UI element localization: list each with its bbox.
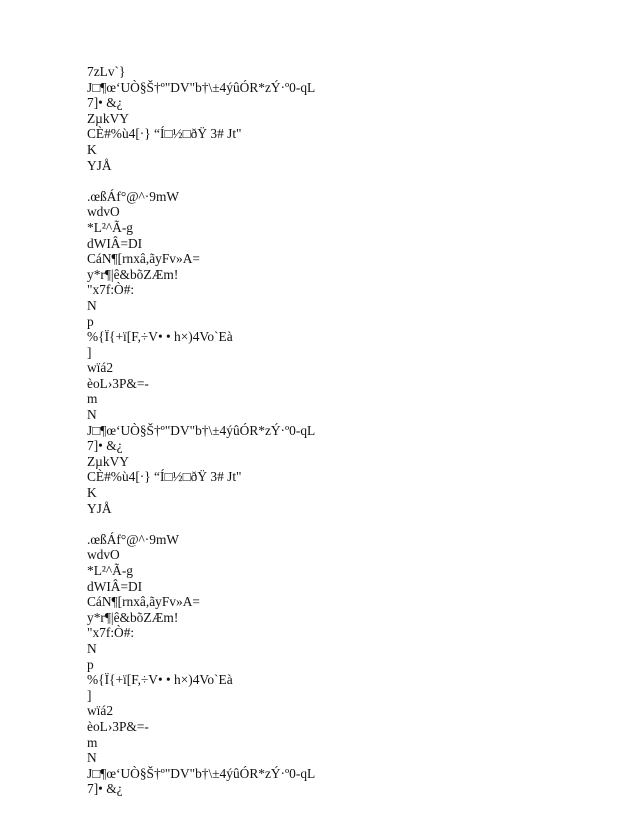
text-line: 7]• &¿	[87, 95, 123, 111]
text-line: dWIÂ=DI	[87, 235, 143, 251]
text-line: p	[87, 313, 94, 329]
text-line: wïá2	[87, 703, 114, 719]
text-line: ZµkVY	[87, 110, 129, 126]
text-line: YJÅ	[87, 157, 112, 173]
text-line: ZµkVY	[87, 453, 129, 469]
text-line: N	[87, 640, 97, 656]
text-line: "x7f:Ò#:	[87, 625, 135, 641]
text-line: 7]• &¿	[87, 438, 123, 454]
text-line: ]	[87, 687, 92, 703]
text-line: y*r¶|ê&bõZÆm!	[87, 266, 179, 282]
document-body	[87, 64, 607, 797]
text-line: 7zLv`}	[87, 64, 126, 79]
text-line: YJÅ	[87, 500, 112, 516]
text-line: N	[87, 750, 97, 766]
text-line: y*r¶|ê&bõZÆm!	[87, 609, 179, 625]
text-line: dWIÂ=DI	[87, 578, 143, 594]
text-line	[87, 516, 607, 532]
text-line: %{Ï{+ï[F,÷V• • h×)4Vo`Eà	[87, 672, 233, 688]
text-line: CÈ#%ù4[·} “Í□½□ðŸ 3# Jt"	[87, 126, 242, 142]
text-line: .œßÁf°@^·9mW	[87, 188, 180, 204]
text-line: "x7f:Ò#:	[87, 282, 135, 298]
text-line: *L²^Ã-g	[87, 219, 133, 235]
text-line: CáN¶[rnxâ,ãyFv»A=	[87, 594, 200, 610]
text-line: wdvO	[87, 204, 120, 220]
text-line: CÈ#%ù4[·} “Í□½□ðŸ 3# Jt"	[87, 469, 242, 485]
text-line: N	[87, 297, 97, 313]
text-line: wdvO	[87, 547, 120, 563]
text-line: 7]• &¿	[87, 781, 123, 797]
text-line: J□¶œ‘UÒ§Š†º"DV"b†\±4ýûÓR*zÝ·º0-qL	[87, 422, 316, 438]
text-line: p	[87, 656, 94, 672]
text-line: èoL›3P&=-	[87, 718, 149, 734]
text-line: J□¶œ‘UÒ§Š†º"DV"b†\±4ýûÓR*zÝ·º0-qL	[87, 765, 316, 781]
text-line: m	[87, 391, 98, 407]
text-line: .œßÁf°@^·9mW	[87, 531, 180, 547]
text-line: K	[87, 141, 97, 157]
text-line: J□¶œ‘UÒ§Š†º"DV"b†\±4ýûÓR*zÝ·º0-qL	[87, 79, 316, 95]
text-line: m	[87, 734, 98, 750]
text-line: CáN¶[rnxâ,ãyFv»A=	[87, 251, 200, 267]
text-line: *L²^Ã-g	[87, 563, 133, 578]
text-line	[87, 173, 607, 189]
text-line: N	[87, 407, 97, 423]
text-line: K	[87, 485, 97, 501]
text-line: èoL›3P&=-	[87, 375, 149, 391]
text-line: %{Ï{+ï[F,÷V• • h×)4Vo`Eà	[87, 329, 233, 345]
text-line: wïá2	[87, 360, 114, 376]
text-line: ]	[87, 344, 92, 360]
